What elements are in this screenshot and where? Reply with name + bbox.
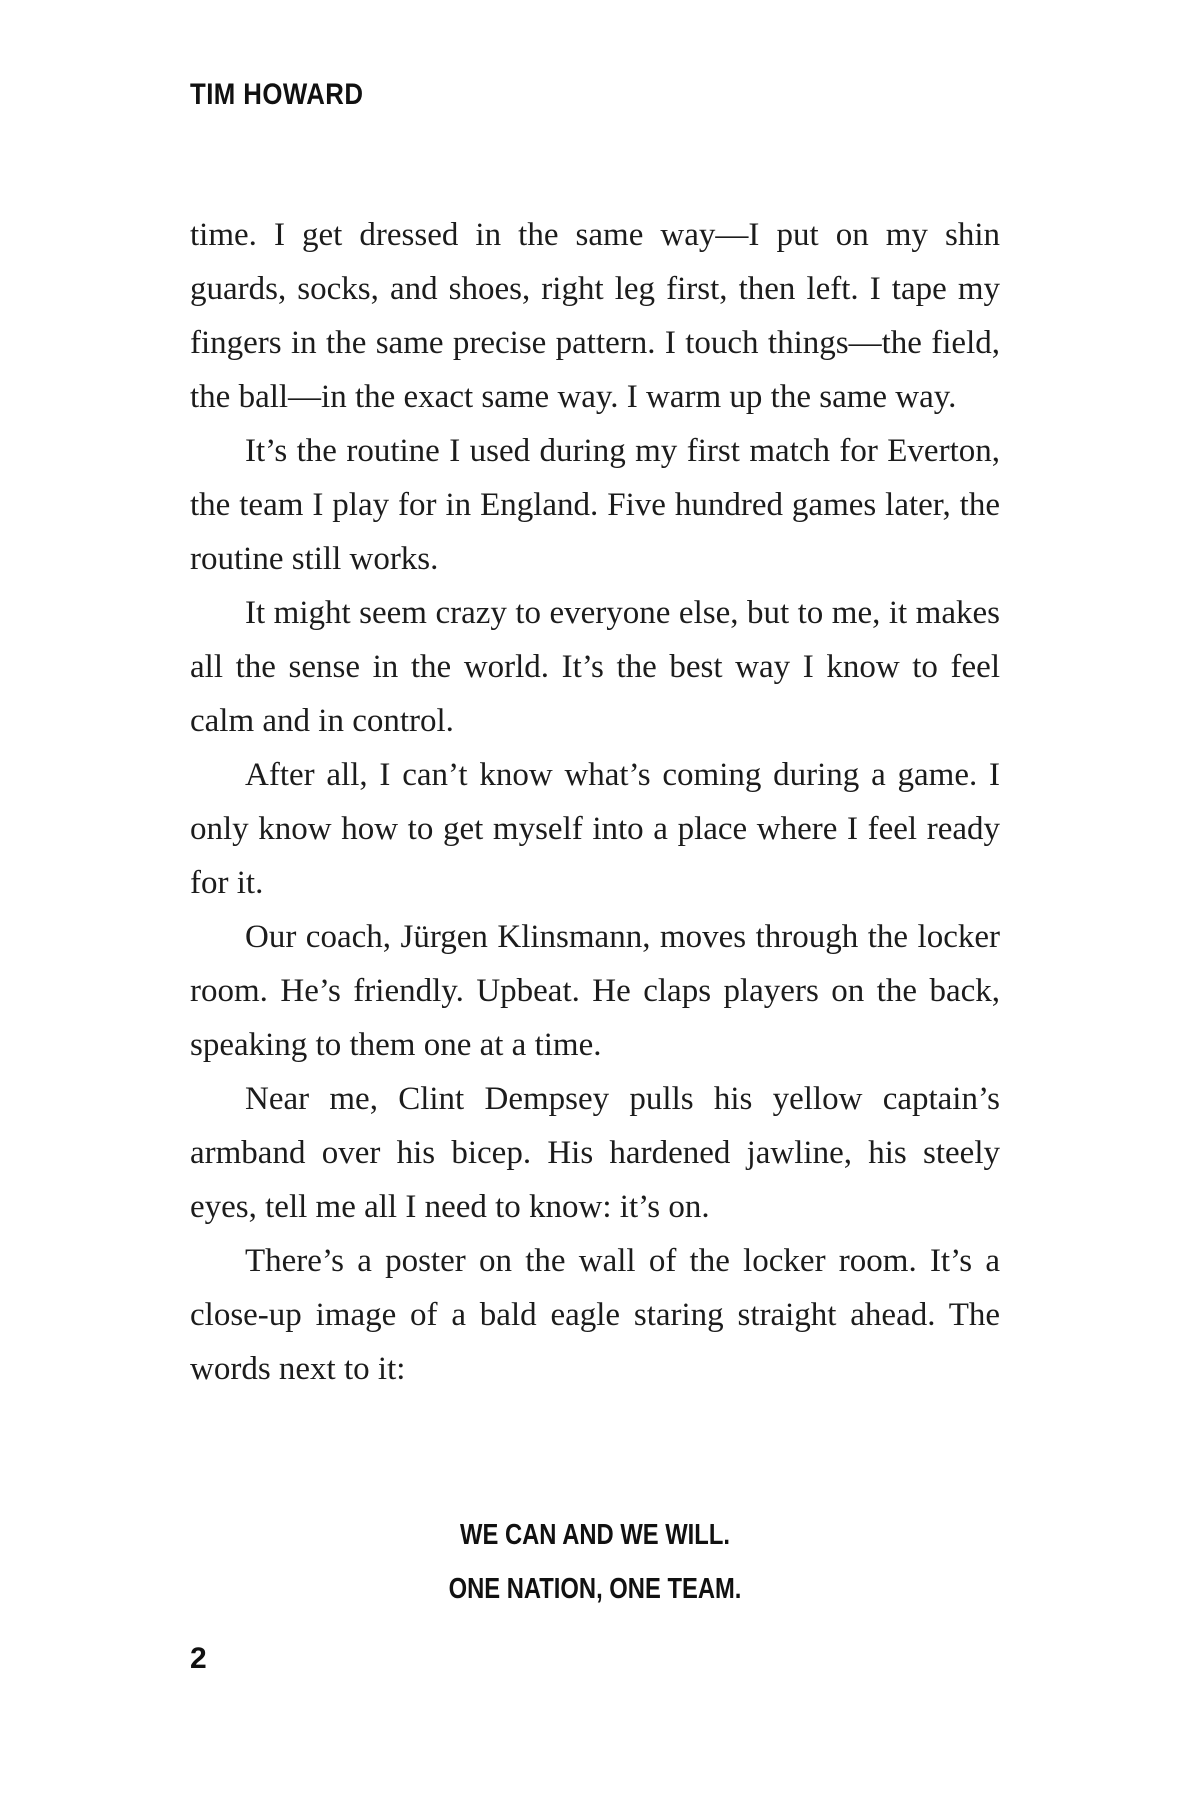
paragraph: It might seem crazy to everyone else, but to me, it makes all the sense in the world. It’s the best way I know to feel calm and in control. xyxy=(190,595,1000,739)
poster-line: ONE NATION, ONE TEAM. xyxy=(448,1573,742,1605)
paragraph-continued: time. I get dressed in the same way—I put on my shin guards, socks, and shoes, right leg first, then left. I tape my fingers in the same precise pattern. I touch things—the field, the ball—in the exact same way. I warm up the same way. xyxy=(190,217,1000,415)
paragraph: After all, I can’t know what’s coming during a game. I only know how to get myself into a place where I feel ready for it. xyxy=(190,757,1000,901)
running-head: TIM HOWARD xyxy=(190,78,364,111)
paragraph: It’s the routine I used during my first match for Everton, the team I play for in England. Five hundred games later, the routine still works. xyxy=(190,433,1000,577)
page-number: 2 xyxy=(190,1642,207,1675)
body-text xyxy=(190,208,1000,1396)
poster-quote xyxy=(190,1508,1000,1616)
paragraph: There’s a poster on the wall of the locker room. It’s a close-up image of a bald eagle staring straight ahead. The words next to it: xyxy=(190,1243,1000,1387)
paragraph: Near me, Clint Dempsey pulls his yellow captain’s armband over his bicep. His hardened jawline, his steely eyes, tell me all I need to know: it’s on. xyxy=(190,1081,1000,1225)
poster-line: WE CAN AND WE WILL. xyxy=(460,1519,730,1551)
paragraph: Our coach, Jürgen Klinsmann, moves through the locker room. He’s friendly. Upbeat. He claps players on the back, speaking to them one at a time. xyxy=(190,919,1000,1063)
